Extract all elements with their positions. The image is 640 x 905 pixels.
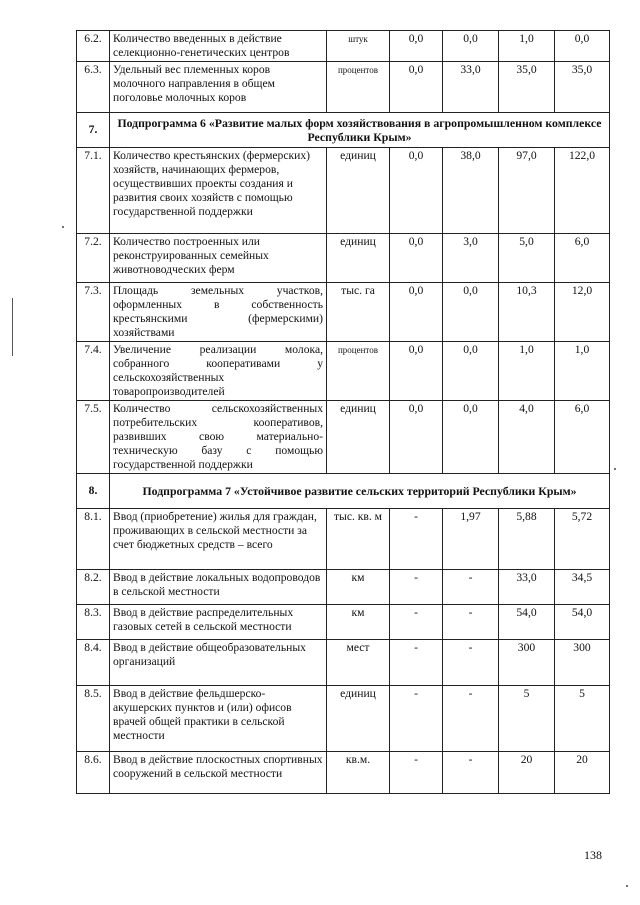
value-cell: 38,0	[443, 148, 499, 234]
unit-cell: км	[327, 570, 390, 605]
indicator-name: Количество сельскохозяйственных потребительских кооперативов, развивших свою материально-техническую базу с помощью государственной поддержки	[110, 401, 327, 474]
value-cell: 6,0	[555, 401, 610, 474]
value-cell: 20	[499, 752, 555, 794]
row-number: 7.3.	[77, 283, 110, 342]
value-cell: -	[390, 640, 443, 686]
indicator-name: Площадь земельных участков, оформленных в собственность крестьянскими (фермерскими) хозяйствами	[110, 283, 327, 342]
table-row	[77, 509, 610, 570]
table-row	[77, 62, 610, 113]
value-cell: 300	[499, 640, 555, 686]
value-cell: 12,0	[555, 283, 610, 342]
value-cell: 0,0	[390, 342, 443, 401]
value-cell: 3,0	[443, 234, 499, 283]
unit-cell: штук	[327, 31, 390, 62]
table-row	[77, 401, 610, 474]
value-cell: -	[390, 509, 443, 570]
value-cell: 0,0	[443, 401, 499, 474]
table-row	[77, 31, 610, 62]
table-row	[77, 234, 610, 283]
indicator-name: Количество крестьянских (фермерских) хозяйств, начинающих фермеров, осуществивших проекты создания и развития своих хозяйств с помощью государственной поддержки	[110, 148, 327, 234]
indicator-name: Ввод в действие общеобразовательных организаций	[110, 640, 327, 686]
value-cell: 34,5	[555, 570, 610, 605]
value-cell: 5	[555, 686, 610, 752]
table-row	[77, 686, 610, 752]
scan-speck	[614, 468, 616, 470]
unit-cell: процентов	[327, 342, 390, 401]
indicator-name: Ввод (приобретение) жилья для граждан, проживающих в сельской местности за счет бюджетных средств – всего	[110, 509, 327, 570]
scan-speck	[626, 885, 628, 887]
value-cell: 4,0	[499, 401, 555, 474]
value-cell: 97,0	[499, 148, 555, 234]
value-cell: 300	[555, 640, 610, 686]
value-cell: 6,0	[555, 234, 610, 283]
value-cell: 0,0	[390, 401, 443, 474]
value-cell: 122,0	[555, 148, 610, 234]
row-number: 7.1.	[77, 148, 110, 234]
value-cell: 54,0	[499, 605, 555, 640]
value-cell: -	[390, 605, 443, 640]
value-cell: 0,0	[390, 283, 443, 342]
unit-cell: единиц	[327, 686, 390, 752]
indicator-name: Ввод в действие плоскостных спортивных сооружений в сельской местности	[110, 752, 327, 794]
value-cell: -	[390, 570, 443, 605]
value-cell: 1,97	[443, 509, 499, 570]
unit-cell: кв.м.	[327, 752, 390, 794]
row-number: 6.3.	[77, 62, 110, 113]
section-row	[77, 113, 610, 148]
section-number: 7.	[77, 113, 110, 148]
value-cell: 10,3	[499, 283, 555, 342]
indicator-name: Ввод в действие фельдшерско-акушерских пунктов и (или) офисов врачей общей практики в сельской местности	[110, 686, 327, 752]
unit-cell: единиц	[327, 234, 390, 283]
value-cell: -	[443, 752, 499, 794]
row-number: 7.4.	[77, 342, 110, 401]
value-cell: 20	[555, 752, 610, 794]
value-cell: 0,0	[390, 234, 443, 283]
row-number: 8.1.	[77, 509, 110, 570]
table-row	[77, 640, 610, 686]
row-number: 8.5.	[77, 686, 110, 752]
unit-cell: единиц	[327, 401, 390, 474]
value-cell: 0,0	[443, 283, 499, 342]
indicator-table	[76, 30, 610, 794]
row-number: 8.4.	[77, 640, 110, 686]
row-number: 6.2.	[77, 31, 110, 62]
table-row	[77, 148, 610, 234]
value-cell: -	[443, 605, 499, 640]
indicator-name: Ввод в действие локальных водопроводов в сельской местности	[110, 570, 327, 605]
unit-cell: тыс. га	[327, 283, 390, 342]
indicator-name: Удельный вес племенных коров молочного направления в общем поголовье молочных коров	[110, 62, 327, 113]
table-row	[77, 570, 610, 605]
value-cell: 1,0	[499, 342, 555, 401]
row-number: 8.3.	[77, 605, 110, 640]
indicator-name: Количество введенных в действие селекционно-генетических центров	[110, 31, 327, 62]
value-cell: 5,88	[499, 509, 555, 570]
row-number: 8.2.	[77, 570, 110, 605]
value-cell: 0,0	[390, 31, 443, 62]
unit-cell: единиц	[327, 148, 390, 234]
value-cell: 0,0	[443, 342, 499, 401]
indicator-name: Увеличение реализации молока, собранного кооперативами у сельскохозяйственных товаропроизводителей	[110, 342, 327, 401]
table-row	[77, 752, 610, 794]
unit-cell: тыс. кв. м	[327, 509, 390, 570]
unit-cell: процентов	[327, 62, 390, 113]
row-number: 8.6.	[77, 752, 110, 794]
row-number: 7.5.	[77, 401, 110, 474]
value-cell: 33,0	[499, 570, 555, 605]
scan-speck	[62, 226, 64, 228]
value-cell: 5	[499, 686, 555, 752]
section-title: Подпрограмма 6 «Развитие малых форм хозяйствования в агропромышленном комплексе Республики Крым»	[110, 113, 610, 148]
value-cell: -	[443, 640, 499, 686]
value-cell: -	[443, 686, 499, 752]
section-title: Подпрограмма 7 «Устойчивое развитие сельских территорий Республики Крым»	[110, 474, 610, 509]
section-row	[77, 474, 610, 509]
value-cell: 35,0	[555, 62, 610, 113]
row-number: 7.2.	[77, 234, 110, 283]
value-cell: 54,0	[555, 605, 610, 640]
section-number: 8.	[77, 474, 110, 509]
value-cell: 5,72	[555, 509, 610, 570]
page-number: 138	[584, 848, 602, 862]
table-row	[77, 342, 610, 401]
unit-cell: мест	[327, 640, 390, 686]
value-cell: 1,0	[555, 342, 610, 401]
value-cell: 1,0	[499, 31, 555, 62]
value-cell: 5,0	[499, 234, 555, 283]
value-cell: 35,0	[499, 62, 555, 113]
value-cell: -	[390, 686, 443, 752]
value-cell: 0,0	[390, 148, 443, 234]
table-row	[77, 283, 610, 342]
value-cell: -	[390, 752, 443, 794]
value-cell: 0,0	[443, 31, 499, 62]
value-cell: -	[443, 570, 499, 605]
unit-cell: км	[327, 605, 390, 640]
value-cell: 0,0	[555, 31, 610, 62]
value-cell: 0,0	[390, 62, 443, 113]
indicator-name: Ввод в действие распределительных газовых сетей в сельской местности	[110, 605, 327, 640]
table-row	[77, 605, 610, 640]
scan-mark	[12, 298, 13, 356]
value-cell: 33,0	[443, 62, 499, 113]
indicator-name: Количество построенных или реконструированных семейных животноводческих ферм	[110, 234, 327, 283]
